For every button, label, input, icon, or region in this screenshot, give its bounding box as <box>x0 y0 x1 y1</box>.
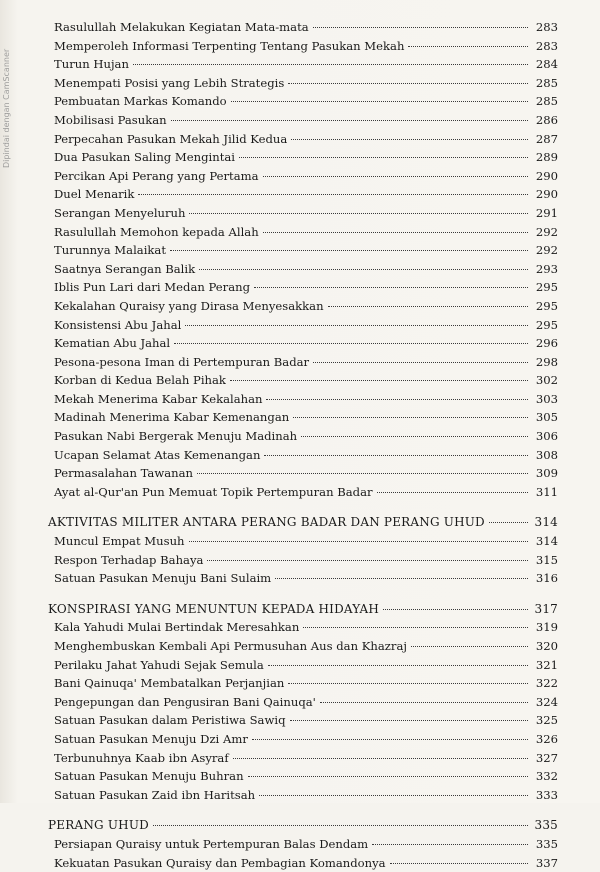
toc-entry <box>48 204 558 223</box>
toc-entry-title: Iblis Pun Lari dari Medan Perang <box>54 280 250 295</box>
toc-entry-page-number: 295 <box>535 317 558 332</box>
toc-entry <box>48 37 558 56</box>
toc-entry-page-number: 289 <box>535 150 558 165</box>
toc-entry <box>48 674 558 693</box>
toc-entry <box>48 464 558 483</box>
toc-entry <box>48 483 558 502</box>
toc-entry-page-number: 290 <box>535 168 558 183</box>
toc-entry <box>48 167 558 186</box>
toc-entry <box>48 446 558 465</box>
toc-entry <box>48 693 558 712</box>
toc-entry-title: Turunnya Malaikat <box>54 243 166 258</box>
toc-entry-title: Turun Hujan <box>54 57 129 72</box>
toc-entry <box>48 297 558 316</box>
toc-entry-page-number: 333 <box>535 787 558 802</box>
toc-entry-page-number: 324 <box>535 694 558 709</box>
toc-entry-title: Menempati Posisi yang Lebih Strategis <box>54 75 285 90</box>
toc-entry <box>48 223 558 242</box>
toc-entry-page-number: 311 <box>535 484 558 499</box>
toc-entry-title: Serangan Menyeluruh <box>54 205 186 220</box>
toc-entry-title: Memperoleh Informasi Terpenting Tentang Pasukan Mekah <box>54 38 405 53</box>
dot-leader <box>275 578 528 579</box>
toc-entry-page-number: 316 <box>535 571 558 586</box>
section-gap <box>48 804 558 816</box>
dot-leader <box>170 250 528 251</box>
dot-leader <box>411 646 528 647</box>
toc-entry <box>48 730 558 749</box>
toc-entry-title: Rasulullah Memohon kepada Allah <box>54 224 259 239</box>
toc-entry <box>48 74 558 93</box>
toc-entry-page-number: 290 <box>535 187 558 202</box>
toc-entry-title: Ucapan Selamat Atas Kemenangan <box>54 447 261 462</box>
toc-entry-page-number: 287 <box>535 131 558 146</box>
toc-entry-title: Respon Terhadap Bahaya <box>54 552 204 567</box>
toc-entry-title: Pengepungan dan Pengusiran Bani Qainuqa' <box>54 694 316 709</box>
toc-entry-title: Satuan Pasukan Menuju Dzi Amr <box>54 731 248 746</box>
toc-entry-title: Korban di Kedua Belah Pihak <box>54 373 226 388</box>
dot-leader <box>174 343 528 344</box>
toc-entry <box>48 371 558 390</box>
dot-leader <box>408 46 528 47</box>
chapter-heading <box>48 600 558 619</box>
dot-leader <box>185 325 528 326</box>
dot-leader <box>288 83 528 84</box>
chapter-heading-page-number: 335 <box>534 818 558 833</box>
toc-entry-title: Rasulullah Melakukan Kegiatan Mata-mata <box>54 20 309 34</box>
toc-entry <box>48 316 558 335</box>
toc-entry-page-number: 303 <box>535 391 558 406</box>
section-gap <box>48 501 558 513</box>
toc-entry-page-number: 335 <box>535 836 558 851</box>
section-gap <box>48 588 558 600</box>
dot-leader <box>252 739 528 740</box>
toc-entry-title: Satuan Pasukan Zaid ibn Haritsah <box>54 787 256 802</box>
toc-entry-page-number: 285 <box>535 94 558 109</box>
toc-entry-page-number: 315 <box>535 552 558 567</box>
toc-entry <box>48 637 558 656</box>
toc-entry-page-number: 295 <box>535 298 558 313</box>
toc-entry <box>48 55 558 74</box>
toc-entry-page-number: 285 <box>535 75 558 90</box>
dot-leader <box>293 417 528 418</box>
dot-leader <box>153 825 528 826</box>
toc-entry-page-number: 295 <box>535 280 558 295</box>
toc-entry-title: Persiapan Quraisy untuk Pertempuran Balas Dendam <box>54 836 369 851</box>
toc-entry-title: Permasalahan Tawanan <box>54 466 194 481</box>
dot-leader <box>264 455 528 456</box>
toc-entry-title: Satuan Pasukan dalam Peristiwa Sawiq <box>54 713 286 728</box>
toc-entry-page-number: 293 <box>535 261 558 276</box>
toc-entry-page-number: 291 <box>535 205 558 220</box>
toc-entry-title: Satuan Pasukan Menuju Bani Sulaim <box>54 571 272 586</box>
dot-leader <box>383 609 528 610</box>
toc-entry-title: Duel Menarik <box>54 187 135 202</box>
toc-entry <box>48 92 558 111</box>
dot-leader <box>231 101 528 102</box>
toc-entry-page-number: 298 <box>535 354 558 369</box>
toc-entry-page-number: 305 <box>535 410 558 425</box>
toc-entry-page-number: 292 <box>535 243 558 258</box>
toc-entry <box>48 854 558 872</box>
dot-leader <box>288 683 528 684</box>
chapter-heading-title: KONSPIRASI YANG MENUNTUN KEPADA HIDAYAH <box>48 601 380 616</box>
toc-entry-page-number: 337 <box>535 855 558 870</box>
dot-leader <box>259 795 528 796</box>
chapter-heading-title: PERANG UHUD <box>48 818 149 833</box>
dot-leader <box>263 232 528 233</box>
toc-entry <box>48 618 558 637</box>
toc-entry-title: Mekah Menerima Kabar Kekalahan <box>54 391 263 406</box>
toc-entry <box>48 786 558 805</box>
scanner-watermark: Dipindai dengan CamScanner <box>2 48 11 168</box>
dot-leader <box>372 844 528 845</box>
toc-entry-page-number: 326 <box>535 731 558 746</box>
toc-entry <box>48 569 558 588</box>
toc-entry-title: Madinah Menerima Kabar Kemenangan <box>54 410 290 425</box>
toc-entry <box>48 532 558 551</box>
dot-leader <box>390 863 528 864</box>
dot-leader <box>263 176 528 177</box>
toc-entry <box>48 427 558 446</box>
toc-entry-title: Kekuatan Pasukan Quraisy dan Pembagian Komandonya <box>54 855 386 870</box>
toc-entry <box>48 278 558 297</box>
toc-entry <box>48 711 558 730</box>
toc-entry-title: Kala Yahudi Mulai Bertindak Meresahkan <box>54 620 300 635</box>
toc-entry-title: Pesona-pesona Iman di Pertempuran Badar <box>54 354 310 369</box>
dot-leader <box>303 627 528 628</box>
toc-entry-title: Pasukan Nabi Bergerak Menuju Madinah <box>54 429 298 444</box>
dot-leader <box>138 194 528 195</box>
toc-entry-page-number: 321 <box>535 657 558 672</box>
dot-leader <box>207 560 528 561</box>
toc-entry-title: Mobilisasi Pasukan <box>54 112 167 127</box>
toc-entry-page-number: 286 <box>535 112 558 127</box>
toc-entry <box>48 390 558 409</box>
dot-leader <box>268 665 528 666</box>
toc-entry-page-number: 325 <box>535 713 558 728</box>
toc-entry-title: Kekalahan Quraisy yang Dirasa Menyesakkan <box>54 298 324 313</box>
toc-entry-title: Pembuatan Markas Komando <box>54 94 227 109</box>
toc-entry <box>48 334 558 353</box>
toc-entry-page-number: 309 <box>535 466 558 481</box>
dot-leader <box>254 287 528 288</box>
dot-leader <box>233 758 528 759</box>
chapter-heading-page-number: 317 <box>534 601 558 616</box>
toc-entry <box>48 18 558 37</box>
dot-leader <box>377 492 528 493</box>
toc-entry-title: Satuan Pasukan Menuju Buhran <box>54 769 244 784</box>
dot-leader <box>230 380 528 381</box>
toc-entry-title: Konsistensi Abu Jahal <box>54 317 182 332</box>
toc-entry-title: Dua Pasukan Saling Mengintai <box>54 150 235 165</box>
dot-leader <box>199 269 528 270</box>
toc-entry-title: Terbunuhnya Kaab ibn Asyraf <box>54 750 229 765</box>
toc-entry-title: Bani Qainuqa' Membatalkan Perjanjian <box>54 676 285 691</box>
toc-entry-page-number: 332 <box>535 769 558 784</box>
toc-entry-title: Muncul Empat Musuh <box>54 534 185 549</box>
chapter-heading-title: AKTIVITAS MILITER ANTARA PERANG BADAR DAN PERANG UHUD <box>48 515 485 530</box>
toc-entry <box>48 185 558 204</box>
toc-entry <box>48 111 558 130</box>
dot-leader <box>171 120 528 121</box>
toc-entry-page-number: 302 <box>535 373 558 388</box>
toc-entry-page-number: 308 <box>535 447 558 462</box>
toc-entry <box>48 551 558 570</box>
toc-entry-title: Perilaku Jahat Yahudi Sejak Semula <box>54 657 264 672</box>
toc-entry <box>48 749 558 768</box>
dot-leader <box>189 213 528 214</box>
dot-leader <box>320 702 528 703</box>
dot-leader <box>301 436 528 437</box>
toc-entry <box>48 241 558 260</box>
toc-entry-title: Ayat al-Qur'an Pun Memuat Topik Pertempuran Badar <box>54 484 373 499</box>
toc-entry-title: Percikan Api Perang yang Pertama <box>54 168 259 183</box>
dot-leader <box>197 473 528 474</box>
toc-entry-title: Perpecahan Pasukan Mekah Jilid Kedua <box>54 131 288 146</box>
toc-entry <box>48 767 558 786</box>
dot-leader <box>328 306 528 307</box>
dot-leader <box>489 522 528 523</box>
toc-entry-page-number: 327 <box>535 750 558 765</box>
chapter-heading <box>48 816 558 835</box>
toc-entry-page-number: 283 <box>535 38 558 53</box>
toc-entry-page-number: 320 <box>535 639 558 653</box>
toc-entry-page-number: 322 <box>535 676 558 691</box>
dot-leader <box>290 720 528 721</box>
dot-leader <box>291 139 528 140</box>
dot-leader <box>313 27 528 28</box>
dot-leader <box>133 64 528 65</box>
toc-entry <box>48 656 558 675</box>
toc-entry <box>48 260 558 279</box>
dot-leader <box>189 541 528 542</box>
toc-entry-title: Menghembuskan Kembali Api Permusuhan Aus dan Khazraj <box>54 639 407 653</box>
toc-entry <box>48 408 558 427</box>
toc-entry-page-number: 319 <box>535 620 558 635</box>
chapter-heading-page-number: 314 <box>534 515 558 530</box>
dot-leader <box>248 776 528 777</box>
toc-entry-page-number: 283 <box>535 20 558 34</box>
toc-entry-title: Saatnya Serangan Balik <box>54 261 196 276</box>
toc-entry-page-number: 296 <box>535 336 558 351</box>
dot-leader <box>313 362 528 363</box>
toc-entry <box>48 130 558 149</box>
dot-leader <box>239 157 528 158</box>
toc-entry-title: Kematian Abu Jahal <box>54 336 171 351</box>
toc-entry <box>48 835 558 854</box>
toc-entry-page-number: 284 <box>535 57 558 72</box>
toc-entry-page-number: 292 <box>535 224 558 239</box>
dot-leader <box>266 399 528 400</box>
toc-entry <box>48 148 558 167</box>
table-of-contents <box>48 18 558 872</box>
toc-entry-page-number: 314 <box>535 534 558 549</box>
toc-entry <box>48 353 558 372</box>
toc-entry-page-number: 306 <box>535 429 558 444</box>
chapter-heading <box>48 513 558 532</box>
